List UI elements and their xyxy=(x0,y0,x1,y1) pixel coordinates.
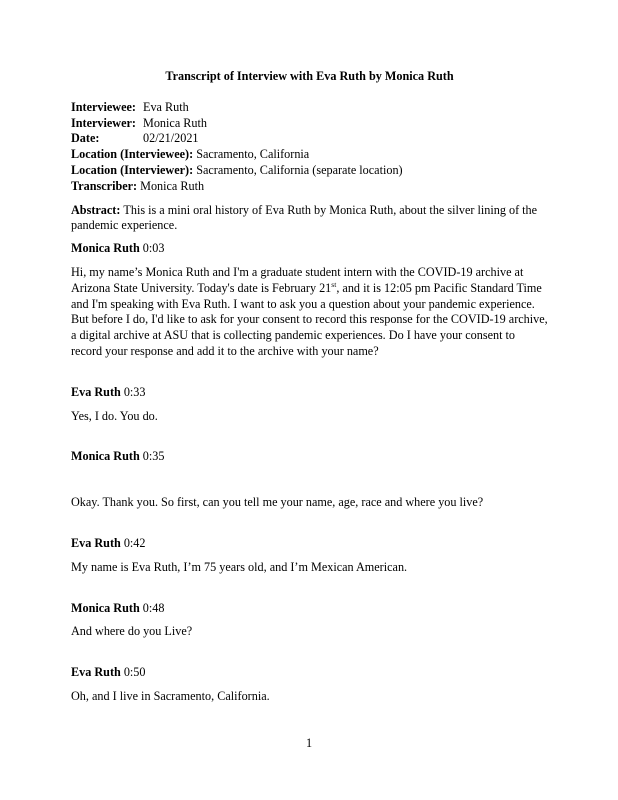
speaker-heading xyxy=(71,536,548,552)
transcript-turn xyxy=(71,601,548,641)
metadata-value: Monica Ruth xyxy=(143,115,207,130)
speaker-name: Monica Ruth xyxy=(71,241,140,256)
turn-text: Okay. Thank you. So first, can you tell me your name, age, race and where you live? xyxy=(71,495,484,510)
metadata-row xyxy=(71,147,548,163)
abstract-text: This is a mini oral history of Eva Ruth by Monica Ruth, about the silver lining of the pandemic experience. xyxy=(71,202,538,233)
metadata-label: Interviewee: xyxy=(71,99,136,114)
metadata-row xyxy=(71,131,548,147)
metadata-label: Transcriber: xyxy=(71,178,138,193)
metadata-label: Location (Interviewee): xyxy=(71,147,194,162)
speaker-heading xyxy=(71,601,548,617)
speaker-name: Monica Ruth xyxy=(71,449,140,464)
speaker-heading xyxy=(71,665,548,681)
speaker-heading xyxy=(71,241,548,257)
abstract-paragraph xyxy=(71,203,548,235)
metadata-row xyxy=(71,163,548,179)
metadata-label: Location (Interviewer): xyxy=(71,162,194,177)
turn-text: Yes, I do. You do. xyxy=(71,408,158,423)
page-number: 1 xyxy=(305,736,313,750)
timestamp: 0:48 xyxy=(142,600,165,615)
metadata-value: Monica Ruth xyxy=(140,178,205,193)
speaker-heading xyxy=(71,385,548,401)
turn-text: And where do you Live? xyxy=(71,624,193,639)
speaker-name: Monica Ruth xyxy=(71,600,140,615)
document-content xyxy=(71,69,548,705)
transcript-turns xyxy=(71,241,548,705)
metadata-label: Date: xyxy=(71,131,100,146)
timestamp: 0:35 xyxy=(142,449,165,464)
transcript-turn xyxy=(71,241,548,360)
turn-text: Hi, my name’s Monica Ruth and I'm a graduate student intern with the COVID-19 archive at Arizona State University. Today's date is February 21st, and it is 12:05 pm Pacific Standard Time and I'm speaking with Eva Ruth. I want to ask you a question about your pandemic experience. But before I do, I'd like to ask for your consent to record this response for the COVID-19 archive, a digital archive at ASU that is collecting pandemic experiences. Do I have your consent to record your response and add it to the archive with your name? xyxy=(71,264,548,358)
metadata-value: Sacramento, California (separate location) xyxy=(196,162,403,177)
document-title: Transcript of Interview with Eva Ruth by Monica Ruth xyxy=(165,69,454,83)
speaker-name: Eva Ruth xyxy=(71,384,121,399)
metadata-block xyxy=(71,100,548,195)
transcript-turn xyxy=(71,449,548,511)
abstract-label: Abstract: xyxy=(71,202,121,217)
timestamp: 0:33 xyxy=(123,384,146,399)
timestamp: 0:50 xyxy=(123,665,146,680)
metadata-row xyxy=(71,100,548,116)
metadata-row xyxy=(71,116,548,132)
timestamp: 0:42 xyxy=(123,535,146,550)
speaker-name: Eva Ruth xyxy=(71,535,121,550)
timestamp: 0:03 xyxy=(142,241,165,256)
metadata-value: Eva Ruth xyxy=(143,99,189,114)
transcript-turn xyxy=(71,385,548,425)
metadata-value: 02/21/2021 xyxy=(143,131,199,146)
transcript-turn xyxy=(71,665,548,705)
speaker-heading xyxy=(71,449,548,465)
metadata-row xyxy=(71,179,548,195)
turn-text: Oh, and I live in Sacramento, California. xyxy=(71,688,270,703)
transcript-turn xyxy=(71,536,548,576)
speaker-name: Eva Ruth xyxy=(71,665,121,680)
turn-text: My name is Eva Ruth, I’m 75 years old, and I’m Mexican American. xyxy=(71,559,408,574)
metadata-value: Sacramento, California xyxy=(196,147,310,162)
metadata-label: Interviewer: xyxy=(71,115,136,130)
